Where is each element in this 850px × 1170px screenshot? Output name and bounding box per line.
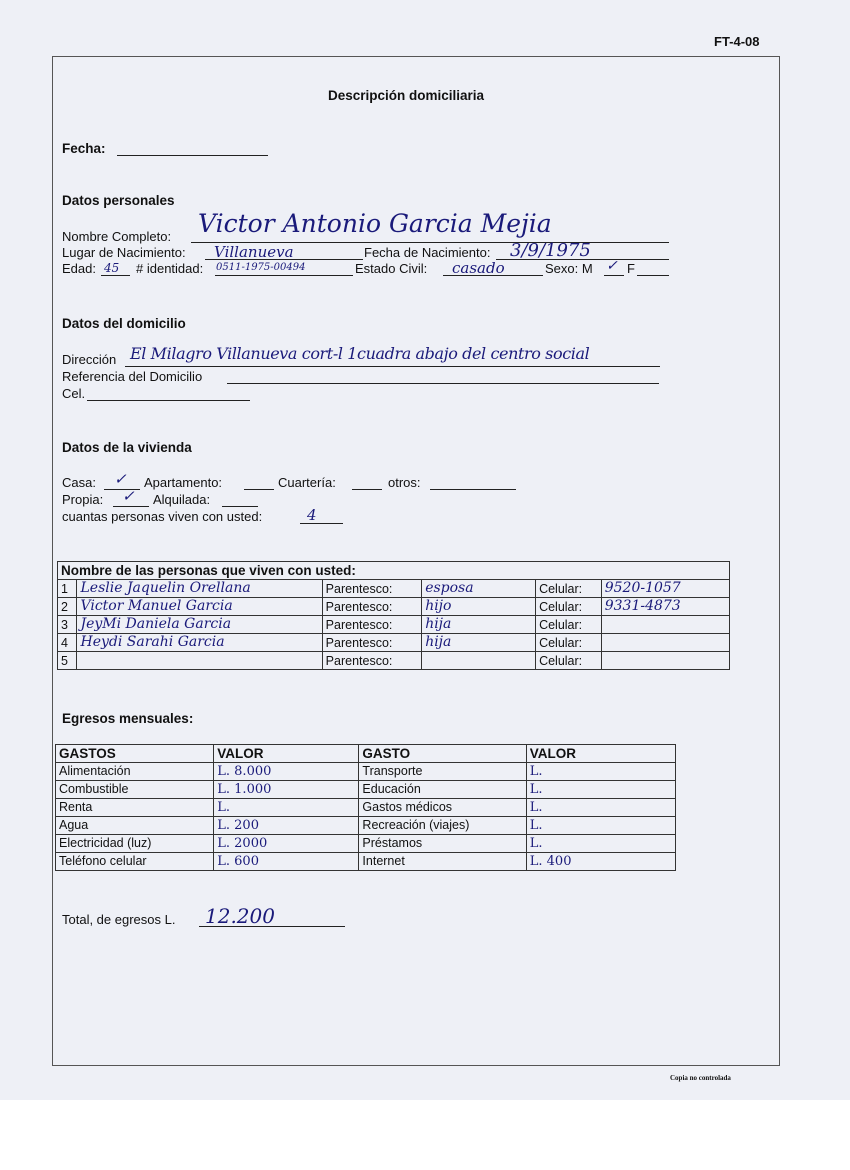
egresos-row	[56, 799, 676, 817]
parentesco-label: Parentesco:	[322, 634, 422, 652]
egresos-row	[56, 781, 676, 799]
total-value: 12.200	[205, 904, 275, 928]
gasto-concepto: Teléfono celular	[56, 853, 214, 871]
fecha-line	[117, 155, 268, 156]
sexo-label: Sexo: M	[545, 261, 593, 276]
gasto-concepto: Combustible	[56, 781, 214, 799]
persona-parentesco: esposa	[422, 580, 536, 598]
persona-nombre	[77, 652, 322, 670]
egresos-row	[56, 763, 676, 781]
gasto-concepto: Renta	[56, 799, 214, 817]
gasto-concepto: Recreación (viajes)	[359, 817, 526, 835]
celular-label: Celular:	[536, 616, 602, 634]
gasto-valor: L.	[526, 835, 675, 853]
persona-number: 5	[58, 652, 77, 670]
gasto-valor: L. 200	[214, 817, 359, 835]
egresos-column-header: GASTOS	[56, 745, 214, 763]
persona-number: 1	[58, 580, 77, 598]
fecha-nacimiento-label: Fecha de Nacimiento:	[364, 245, 491, 260]
copia-no-controlada-note: Copia no controlada	[670, 1074, 731, 1082]
egresos-header-row	[56, 745, 676, 763]
gasto-valor: L.	[214, 799, 359, 817]
celular-label: Celular:	[536, 598, 602, 616]
cel-label: Cel.	[62, 386, 86, 401]
referencia-line	[227, 383, 659, 384]
form-code: FT-4-08	[714, 34, 760, 49]
domicilio-heading: Datos del domicilio	[62, 316, 186, 331]
apartamento-line	[244, 489, 274, 490]
gasto-valor: L.	[526, 763, 675, 781]
gasto-concepto: Préstamos	[359, 835, 526, 853]
persona-row	[58, 652, 730, 670]
alquilada-line	[222, 506, 258, 507]
propia-label: Propia:	[62, 492, 104, 507]
persona-celular	[601, 634, 729, 652]
otros-line	[430, 489, 516, 490]
nombre-value: Victor Antonio Garcia Mejia	[198, 209, 552, 238]
estado-civil-label: Estado Civil:	[355, 261, 428, 276]
persona-celular	[601, 652, 729, 670]
parentesco-label: Parentesco:	[322, 580, 422, 598]
alquilada-label: Alquilada:	[153, 492, 211, 507]
gasto-valor: L. 8.000	[214, 763, 359, 781]
gasto-valor: L. 400	[526, 853, 675, 871]
personas-count-value: 4	[307, 506, 317, 524]
sexo-f-label: F	[627, 261, 635, 276]
parentesco-label: Parentesco:	[322, 652, 422, 670]
persona-nombre: JeyMi Daniela Garcia	[77, 616, 322, 634]
egresos-table	[55, 744, 676, 871]
celular-label: Celular:	[536, 634, 602, 652]
persona-celular	[601, 616, 729, 634]
persona-parentesco: hijo	[422, 598, 536, 616]
direccion-line	[125, 366, 660, 367]
apartamento-label: Apartamento:	[144, 475, 223, 490]
cuarteria-line	[352, 489, 382, 490]
persona-nombre: Victor Manuel Garcia	[77, 598, 322, 616]
sexo-m-line	[604, 275, 624, 276]
egresos-row	[56, 853, 676, 871]
fecha-label: Fecha:	[62, 141, 106, 156]
cuarteria-label: Cuartería:	[278, 475, 336, 490]
edad-label: Edad:	[62, 261, 96, 276]
gasto-concepto: Transporte	[359, 763, 526, 781]
egresos-heading: Egresos mensuales:	[62, 711, 194, 726]
total-label: Total, de egresos L.	[62, 912, 176, 927]
edad-value: 45	[104, 261, 120, 275]
otros-label: otros:	[388, 475, 421, 490]
egresos-row	[56, 835, 676, 853]
direccion-label: Dirección	[62, 352, 117, 367]
identidad-label: # identidad:	[136, 261, 204, 276]
persona-parentesco: hija	[422, 634, 536, 652]
celular-label: Celular:	[536, 652, 602, 670]
persona-row	[58, 598, 730, 616]
gasto-valor: L.	[526, 817, 675, 835]
persona-number: 4	[58, 634, 77, 652]
personas-count-label: cuantas personas viven con usted:	[62, 509, 263, 524]
parentesco-label: Parentesco:	[322, 616, 422, 634]
propia-mark: ✓	[122, 487, 135, 505]
persona-nombre: Heydi Sarahi Garcia	[77, 634, 322, 652]
vivienda-heading: Datos de la vivienda	[62, 440, 192, 455]
parentesco-label: Parentesco:	[322, 598, 422, 616]
edad-line	[101, 275, 130, 276]
gasto-concepto: Educación	[359, 781, 526, 799]
gasto-valor: L.	[526, 781, 675, 799]
estado-civil-value: casado	[452, 259, 505, 277]
gasto-valor: L. 1.000	[214, 781, 359, 799]
sexo-m-mark: ✓	[606, 258, 618, 274]
gasto-valor: L.	[526, 799, 675, 817]
egresos-column-header: VALOR	[526, 745, 675, 763]
persona-row	[58, 580, 730, 598]
persona-celular: 9520-1057	[601, 580, 729, 598]
cel-line	[87, 400, 250, 401]
nombre-label: Nombre Completo:	[62, 229, 172, 244]
persona-parentesco	[422, 652, 536, 670]
sexo-f-line	[637, 275, 669, 276]
persona-number: 3	[58, 616, 77, 634]
gasto-concepto: Gastos médicos	[359, 799, 526, 817]
personas-table-title-row	[58, 562, 730, 580]
identidad-value: 0511-1975-00494	[216, 262, 306, 273]
gasto-valor: L. 600	[214, 853, 359, 871]
egresos-row	[56, 817, 676, 835]
persona-parentesco: hija	[422, 616, 536, 634]
referencia-label: Referencia del Domicilio	[62, 369, 203, 384]
gasto-concepto: Agua	[56, 817, 214, 835]
persona-nombre: Leslie Jaquelin Orellana	[77, 580, 322, 598]
gasto-concepto: Electricidad (luz)	[56, 835, 214, 853]
persona-number: 2	[58, 598, 77, 616]
lugar-value: Villanueva	[214, 243, 294, 261]
gasto-concepto: Internet	[359, 853, 526, 871]
gasto-valor: L. 2000	[214, 835, 359, 853]
form-title: Descripción domiciliaria	[328, 88, 485, 103]
lugar-label: Lugar de Nacimiento:	[62, 245, 186, 260]
casa-label: Casa:	[62, 475, 96, 490]
datos-personales-heading: Datos personales	[62, 193, 175, 208]
celular-label: Celular:	[536, 580, 602, 598]
identidad-line	[215, 275, 353, 276]
persona-row	[58, 634, 730, 652]
persona-celular: 9331-4873	[601, 598, 729, 616]
gasto-concepto: Alimentación	[56, 763, 214, 781]
direccion-value: El Milagro Villanueva cort-l 1cuadra abajo del centro social	[130, 344, 590, 363]
egresos-column-header: VALOR	[214, 745, 359, 763]
casa-mark: ✓	[114, 470, 127, 488]
propia-line	[113, 506, 149, 507]
personas-table-title: Nombre de las personas que viven con usted:	[58, 562, 730, 580]
fecha-nacimiento-value: 3/9/1975	[510, 240, 591, 261]
egresos-column-header: GASTO	[359, 745, 526, 763]
persona-row	[58, 616, 730, 634]
personas-table	[57, 561, 730, 670]
